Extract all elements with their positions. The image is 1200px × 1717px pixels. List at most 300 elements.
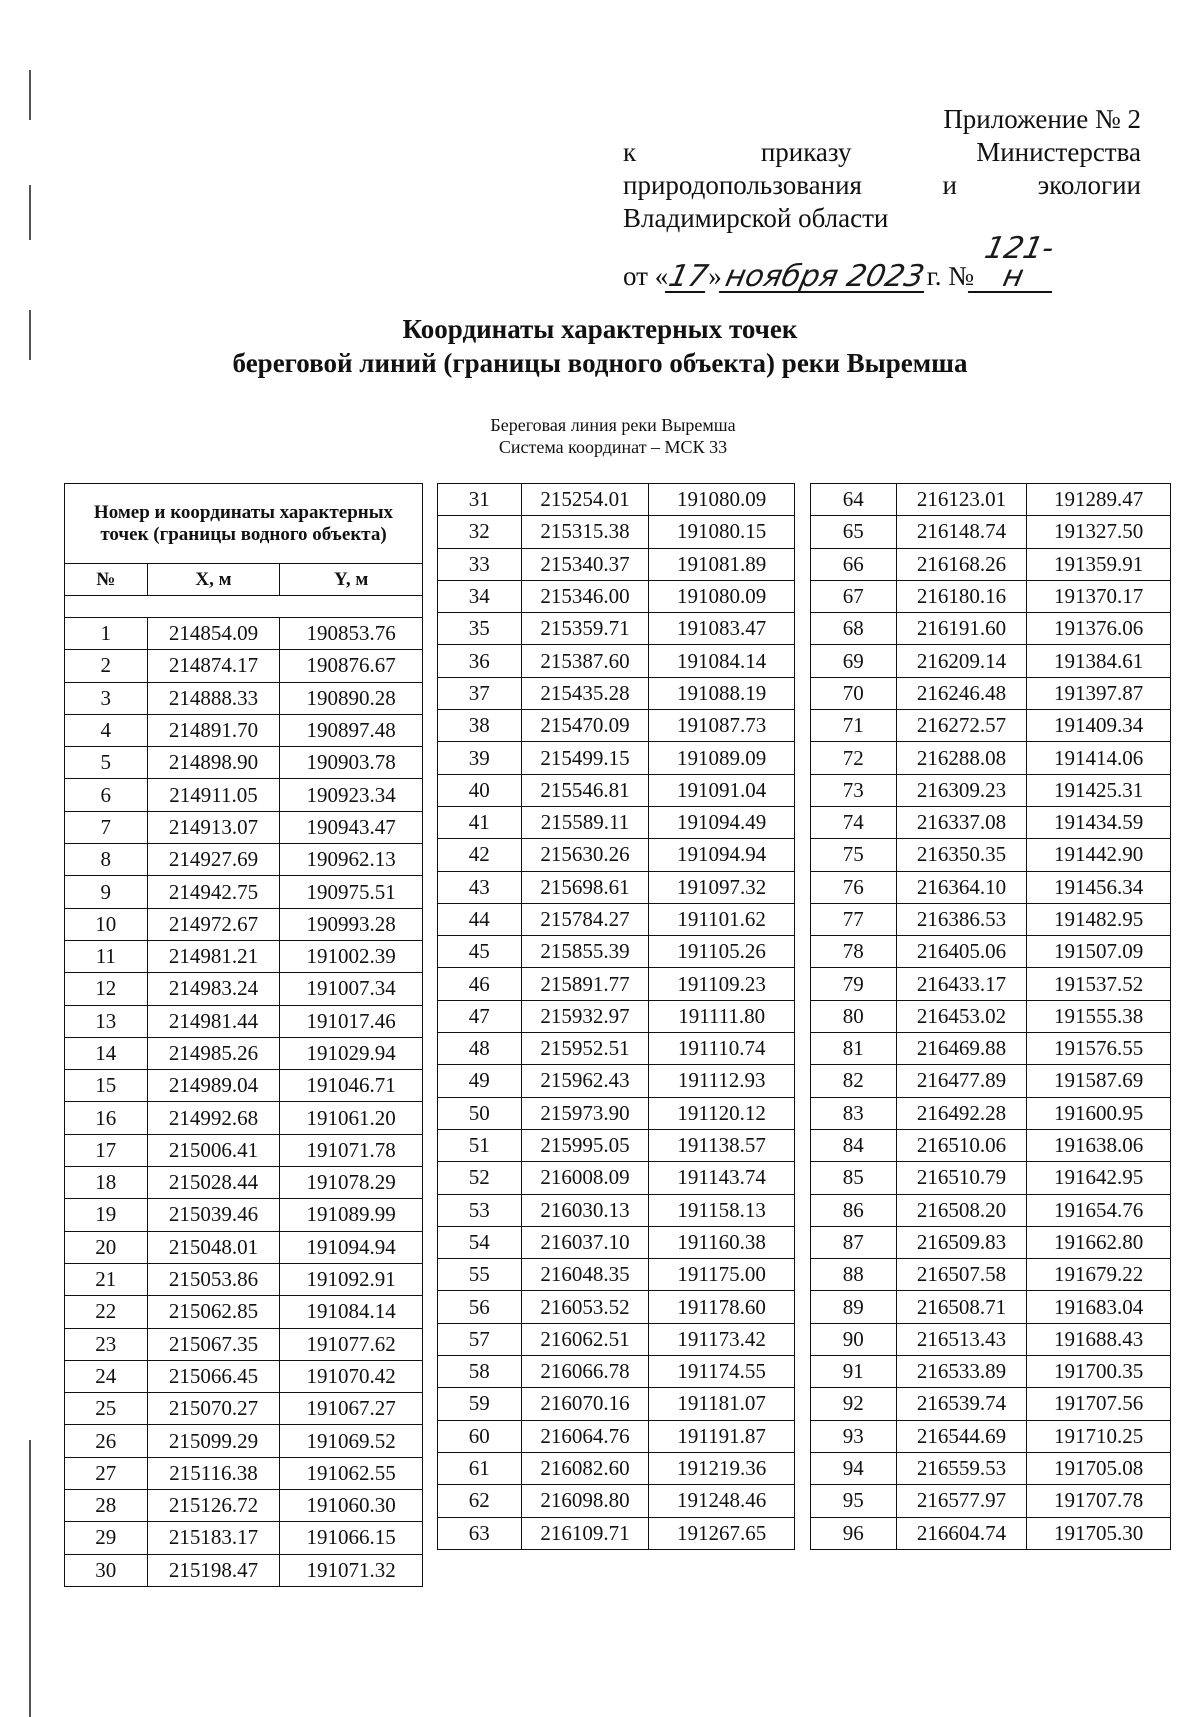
x-coordinate-cell: 216477.89 [896, 1065, 1027, 1097]
point-number-cell: 85 [811, 1162, 897, 1194]
y-coordinate-cell: 191111.80 [649, 1000, 795, 1032]
y-coordinate-cell: 191434.59 [1027, 806, 1171, 838]
y-coordinate-cell: 191537.52 [1027, 968, 1171, 1000]
point-number-cell: 50 [438, 1097, 522, 1129]
point-number-cell: 78 [811, 936, 897, 968]
y-coordinate-cell: 191097.32 [649, 871, 795, 903]
y-coordinate-cell: 191683.04 [1027, 1291, 1171, 1323]
x-coordinate-cell: 216309.23 [896, 774, 1027, 806]
x-coordinate-cell: 216433.17 [896, 968, 1027, 1000]
coordinates-table-1 [64, 483, 423, 1587]
caption-line-1: Береговая линия реки Выремша [490, 415, 736, 435]
point-number-cell: 45 [438, 936, 522, 968]
table-row [438, 806, 795, 838]
x-coordinate-cell: 215066.45 [147, 1360, 280, 1392]
table-row [811, 871, 1171, 903]
x-coordinate-cell: 214942.75 [147, 876, 280, 908]
y-coordinate-cell: 190903.78 [280, 747, 423, 779]
x-coordinate-cell: 215116.38 [147, 1457, 280, 1489]
table-row [811, 484, 1171, 516]
y-coordinate-cell: 191507.09 [1027, 936, 1171, 968]
y-coordinate-cell: 191173.42 [649, 1323, 795, 1355]
point-number-cell: 35 [438, 613, 522, 645]
y-coordinate-cell: 191089.99 [280, 1199, 423, 1231]
point-number-cell: 80 [811, 1000, 897, 1032]
y-coordinate-cell: 191160.38 [649, 1226, 795, 1258]
point-number-cell: 28 [65, 1490, 148, 1522]
table-row [65, 747, 423, 779]
table-row [811, 1033, 1171, 1065]
y-coordinate-cell: 191267.65 [649, 1517, 795, 1549]
x-coordinate-cell: 215499.15 [521, 742, 649, 774]
point-number-cell: 89 [811, 1291, 897, 1323]
x-coordinate-cell: 215126.72 [147, 1490, 280, 1522]
table-row [811, 1291, 1171, 1323]
y-coordinate-cell: 190975.51 [280, 876, 423, 908]
y-coordinate-cell: 191327.50 [1027, 516, 1171, 548]
table-row [811, 516, 1171, 548]
table-row [438, 839, 795, 871]
point-number-cell: 3 [65, 682, 148, 714]
x-coordinate-cell: 214981.21 [147, 940, 280, 972]
y-coordinate-cell: 191456.34 [1027, 871, 1171, 903]
appendix-word: к [623, 137, 637, 167]
table-row [65, 779, 423, 811]
y-coordinate-cell: 191638.06 [1027, 1129, 1171, 1161]
point-number-cell: 66 [811, 548, 897, 580]
title-line-2: береговой линий (границы водного объекта) реки Выремша [232, 348, 968, 378]
y-coordinate-cell: 191094.49 [649, 806, 795, 838]
table-row [811, 1259, 1171, 1291]
x-coordinate-cell: 214874.17 [147, 650, 280, 682]
table-row [438, 968, 795, 1000]
x-coordinate-cell: 216544.69 [896, 1420, 1027, 1452]
x-coordinate-cell: 214972.67 [147, 908, 280, 940]
x-coordinate-cell: 214985.26 [147, 1037, 280, 1069]
x-coordinate-cell: 214911.05 [147, 779, 280, 811]
table-row [65, 1490, 423, 1522]
point-number-cell: 79 [811, 968, 897, 1000]
point-number-cell: 17 [65, 1134, 148, 1166]
y-coordinate-cell: 190876.67 [280, 650, 423, 682]
y-coordinate-cell: 191705.30 [1027, 1517, 1171, 1549]
date-quote: » [708, 261, 722, 291]
point-number-cell: 31 [438, 484, 522, 516]
table-row [438, 1000, 795, 1032]
appendix-line-3 [623, 169, 1141, 202]
x-coordinate-cell: 214983.24 [147, 973, 280, 1005]
table-row [438, 484, 795, 516]
point-number-cell: 24 [65, 1360, 148, 1392]
y-coordinate-cell: 190890.28 [280, 682, 423, 714]
y-coordinate-cell: 191091.04 [649, 774, 795, 806]
point-number-cell: 52 [438, 1162, 522, 1194]
x-coordinate-cell: 215435.28 [521, 677, 649, 709]
point-number-cell: 30 [65, 1554, 148, 1586]
point-number-cell: 57 [438, 1323, 522, 1355]
point-number-cell: 16 [65, 1102, 148, 1134]
y-coordinate-cell: 191600.95 [1027, 1097, 1171, 1129]
table-row [438, 1194, 795, 1226]
table-row [65, 1263, 423, 1295]
point-number-cell: 55 [438, 1259, 522, 1291]
table-row [811, 1388, 1171, 1420]
point-number-cell: 51 [438, 1129, 522, 1161]
y-coordinate-cell: 191442.90 [1027, 839, 1171, 871]
y-coordinate-cell: 190853.76 [280, 618, 423, 650]
x-coordinate-cell: 215698.61 [521, 871, 649, 903]
x-coordinate-cell: 214854.09 [147, 618, 280, 650]
x-coordinate-cell: 216604.74 [896, 1517, 1027, 1549]
scan-edge-mark [29, 185, 31, 240]
y-coordinate-cell: 191289.47 [1027, 484, 1171, 516]
x-coordinate-cell: 216533.89 [896, 1356, 1027, 1388]
table-row [438, 516, 795, 548]
table-row [438, 1162, 795, 1194]
y-coordinate-cell: 191688.43 [1027, 1323, 1171, 1355]
table-row [438, 580, 795, 612]
col-header-number: № [65, 564, 148, 596]
table-row [438, 1033, 795, 1065]
point-number-cell: 2 [65, 650, 148, 682]
appendix-word: природопользования [623, 170, 862, 200]
appendix-word: экологии [1037, 170, 1141, 200]
x-coordinate-cell: 215387.60 [521, 645, 649, 677]
table-row [65, 940, 423, 972]
y-coordinate-cell: 191409.34 [1027, 710, 1171, 742]
scan-edge-mark [29, 1440, 31, 1717]
x-coordinate-cell: 216272.57 [896, 710, 1027, 742]
point-number-cell: 81 [811, 1033, 897, 1065]
y-coordinate-cell: 191062.55 [280, 1457, 423, 1489]
y-coordinate-cell: 191069.52 [280, 1425, 423, 1457]
table-row [65, 811, 423, 843]
x-coordinate-cell: 215340.37 [521, 548, 649, 580]
table-row [65, 1393, 423, 1425]
y-coordinate-cell: 191007.34 [280, 973, 423, 1005]
x-coordinate-cell: 215070.27 [147, 1393, 280, 1425]
point-number-cell: 1 [65, 618, 148, 650]
table-row [65, 1554, 423, 1586]
y-coordinate-cell: 190897.48 [280, 714, 423, 746]
y-coordinate-cell: 191397.87 [1027, 677, 1171, 709]
point-number-cell: 93 [811, 1420, 897, 1452]
x-coordinate-cell: 216209.14 [896, 645, 1027, 677]
x-coordinate-cell: 216037.10 [521, 1226, 649, 1258]
point-number-cell: 68 [811, 613, 897, 645]
y-coordinate-cell: 191112.93 [649, 1065, 795, 1097]
point-number-cell: 38 [438, 710, 522, 742]
y-coordinate-cell: 190943.47 [280, 811, 423, 843]
x-coordinate-cell: 216064.76 [521, 1420, 649, 1452]
y-coordinate-cell: 191143.74 [649, 1162, 795, 1194]
y-coordinate-cell: 191046.71 [280, 1070, 423, 1102]
point-number-cell: 82 [811, 1065, 897, 1097]
y-coordinate-cell: 190923.34 [280, 779, 423, 811]
table-row [438, 742, 795, 774]
y-coordinate-cell: 191175.00 [649, 1259, 795, 1291]
point-number-cell: 69 [811, 645, 897, 677]
appendix-block [623, 103, 1141, 293]
x-coordinate-cell: 216350.35 [896, 839, 1027, 871]
table-row [65, 1167, 423, 1199]
x-coordinate-cell: 216405.06 [896, 936, 1027, 968]
y-coordinate-cell: 191029.94 [280, 1037, 423, 1069]
point-number-cell: 74 [811, 806, 897, 838]
table-row [811, 1517, 1171, 1549]
table-row [65, 714, 423, 746]
table-row [65, 1522, 423, 1554]
table-row [65, 1199, 423, 1231]
point-number-cell: 94 [811, 1452, 897, 1484]
point-number-cell: 47 [438, 1000, 522, 1032]
x-coordinate-cell: 215952.51 [521, 1033, 649, 1065]
table-row [438, 710, 795, 742]
table-row [65, 1005, 423, 1037]
x-coordinate-cell: 216246.48 [896, 677, 1027, 709]
document-title [0, 312, 1200, 380]
point-number-cell: 54 [438, 1226, 522, 1258]
y-coordinate-cell: 191002.39 [280, 940, 423, 972]
y-coordinate-cell: 191088.19 [649, 677, 795, 709]
point-number-cell: 46 [438, 968, 522, 1000]
point-number-cell: 49 [438, 1065, 522, 1097]
x-coordinate-cell: 215067.35 [147, 1328, 280, 1360]
table-row [438, 1452, 795, 1484]
table-row [438, 1356, 795, 1388]
y-coordinate-cell: 191707.78 [1027, 1485, 1171, 1517]
point-number-cell: 63 [438, 1517, 522, 1549]
x-coordinate-cell: 216559.53 [896, 1452, 1027, 1484]
point-number-cell: 91 [811, 1356, 897, 1388]
table-row [65, 844, 423, 876]
col-header-x: X, м [147, 564, 280, 596]
x-coordinate-cell: 215039.46 [147, 1199, 280, 1231]
table-row [811, 742, 1171, 774]
y-coordinate-cell: 191070.42 [280, 1360, 423, 1392]
y-coordinate-cell: 191138.57 [649, 1129, 795, 1161]
x-coordinate-cell: 216098.80 [521, 1485, 649, 1517]
table-row [811, 1129, 1171, 1161]
x-coordinate-cell: 215784.27 [521, 903, 649, 935]
y-coordinate-cell: 191384.61 [1027, 645, 1171, 677]
y-coordinate-cell: 191094.94 [649, 839, 795, 871]
table-row [811, 645, 1171, 677]
y-coordinate-cell: 191110.74 [649, 1033, 795, 1065]
point-number-cell: 70 [811, 677, 897, 709]
table-row [438, 1388, 795, 1420]
x-coordinate-cell: 216288.08 [896, 742, 1027, 774]
x-coordinate-cell: 215053.86 [147, 1263, 280, 1295]
x-coordinate-cell: 215346.00 [521, 580, 649, 612]
point-number-cell: 76 [811, 871, 897, 903]
y-coordinate-cell: 191654.76 [1027, 1194, 1171, 1226]
point-number-cell: 77 [811, 903, 897, 935]
x-coordinate-cell: 215470.09 [521, 710, 649, 742]
point-number-cell: 56 [438, 1291, 522, 1323]
x-coordinate-cell: 215048.01 [147, 1231, 280, 1263]
point-number-cell: 83 [811, 1097, 897, 1129]
table-row [65, 1360, 423, 1392]
x-coordinate-cell: 216364.10 [896, 871, 1027, 903]
x-coordinate-cell: 214981.44 [147, 1005, 280, 1037]
x-coordinate-cell: 214927.69 [147, 844, 280, 876]
table-row [811, 613, 1171, 645]
table-row [811, 774, 1171, 806]
x-coordinate-cell: 216082.60 [521, 1452, 649, 1484]
x-coordinate-cell: 216191.60 [896, 613, 1027, 645]
y-coordinate-cell: 191576.55 [1027, 1033, 1171, 1065]
point-number-cell: 19 [65, 1199, 148, 1231]
point-number-cell: 20 [65, 1231, 148, 1263]
table-row [811, 968, 1171, 1000]
point-number-cell: 8 [65, 844, 148, 876]
table-row [438, 1323, 795, 1355]
y-coordinate-cell: 191066.15 [280, 1522, 423, 1554]
coordinate-system-caption [0, 414, 1200, 458]
table-row [65, 1457, 423, 1489]
point-number-cell: 62 [438, 1485, 522, 1517]
y-coordinate-cell: 191700.35 [1027, 1356, 1171, 1388]
x-coordinate-cell: 216508.71 [896, 1291, 1027, 1323]
y-coordinate-cell: 191482.95 [1027, 903, 1171, 935]
table-row [811, 1097, 1171, 1129]
table-row [438, 1226, 795, 1258]
x-coordinate-cell: 214913.07 [147, 811, 280, 843]
x-coordinate-cell: 215932.97 [521, 1000, 649, 1032]
coordinates-table-2 [437, 483, 795, 1550]
x-coordinate-cell: 215995.05 [521, 1129, 649, 1161]
point-number-cell: 42 [438, 839, 522, 871]
y-coordinate-cell: 191642.95 [1027, 1162, 1171, 1194]
x-coordinate-cell: 216123.01 [896, 484, 1027, 516]
y-coordinate-cell: 191067.27 [280, 1393, 423, 1425]
y-coordinate-cell: 191710.25 [1027, 1420, 1171, 1452]
table-row [811, 1323, 1171, 1355]
table-row [438, 1259, 795, 1291]
y-coordinate-cell: 191080.09 [649, 580, 795, 612]
y-coordinate-cell: 191101.62 [649, 903, 795, 935]
point-number-cell: 43 [438, 871, 522, 903]
point-number-cell: 61 [438, 1452, 522, 1484]
y-coordinate-cell: 190993.28 [280, 908, 423, 940]
x-coordinate-cell: 214898.90 [147, 747, 280, 779]
table-row [65, 1296, 423, 1328]
y-coordinate-cell: 190962.13 [280, 844, 423, 876]
table-row [65, 973, 423, 1005]
y-coordinate-cell: 191092.91 [280, 1263, 423, 1295]
x-coordinate-cell: 215183.17 [147, 1522, 280, 1554]
y-coordinate-cell: 191084.14 [649, 645, 795, 677]
table-row [811, 1420, 1171, 1452]
point-number-cell: 48 [438, 1033, 522, 1065]
x-coordinate-cell: 216386.53 [896, 903, 1027, 935]
table-row [811, 936, 1171, 968]
table-row [438, 677, 795, 709]
point-number-cell: 12 [65, 973, 148, 1005]
y-coordinate-cell: 191081.89 [649, 548, 795, 580]
y-coordinate-cell: 191679.22 [1027, 1259, 1171, 1291]
x-coordinate-cell: 216492.28 [896, 1097, 1027, 1129]
x-coordinate-cell: 216510.79 [896, 1162, 1027, 1194]
handwritten-order-number: 121-н [968, 235, 1064, 293]
table-row [811, 1000, 1171, 1032]
y-coordinate-cell: 191077.62 [280, 1328, 423, 1360]
y-coordinate-cell: 191181.07 [649, 1388, 795, 1420]
y-coordinate-cell: 191219.36 [649, 1452, 795, 1484]
point-number-cell: 32 [438, 516, 522, 548]
table-row [438, 1129, 795, 1161]
appendix-number: Приложение № 2 [943, 104, 1141, 134]
x-coordinate-cell: 215006.41 [147, 1134, 280, 1166]
x-coordinate-cell: 216109.71 [521, 1517, 649, 1549]
x-coordinate-cell: 215062.85 [147, 1296, 280, 1328]
x-coordinate-cell: 215028.44 [147, 1167, 280, 1199]
x-coordinate-cell: 216453.02 [896, 1000, 1027, 1032]
x-coordinate-cell: 215973.90 [521, 1097, 649, 1129]
table-row [811, 1452, 1171, 1484]
point-number-cell: 84 [811, 1129, 897, 1161]
x-coordinate-cell: 215855.39 [521, 936, 649, 968]
x-coordinate-cell: 216180.16 [896, 580, 1027, 612]
x-coordinate-cell: 214888.33 [147, 682, 280, 714]
y-coordinate-cell: 191071.32 [280, 1554, 423, 1586]
point-number-cell: 40 [438, 774, 522, 806]
y-coordinate-cell: 191359.91 [1027, 548, 1171, 580]
point-number-cell: 6 [65, 779, 148, 811]
header-spacer [65, 596, 423, 618]
table-row [438, 613, 795, 645]
point-number-cell: 18 [65, 1167, 148, 1199]
point-number-cell: 53 [438, 1194, 522, 1226]
table-row [811, 1065, 1171, 1097]
table-row [65, 650, 423, 682]
table-row [65, 1134, 423, 1166]
x-coordinate-cell: 215589.11 [521, 806, 649, 838]
y-coordinate-cell: 191587.69 [1027, 1065, 1171, 1097]
point-number-cell: 13 [65, 1005, 148, 1037]
x-coordinate-cell: 216008.09 [521, 1162, 649, 1194]
table-row [65, 876, 423, 908]
point-number-cell: 44 [438, 903, 522, 935]
x-coordinate-cell: 216070.16 [521, 1388, 649, 1420]
y-coordinate-cell: 191017.46 [280, 1005, 423, 1037]
point-number-cell: 58 [438, 1356, 522, 1388]
point-number-cell: 39 [438, 742, 522, 774]
table-row [438, 774, 795, 806]
x-coordinate-cell: 216469.88 [896, 1033, 1027, 1065]
point-number-cell: 86 [811, 1194, 897, 1226]
y-coordinate-cell: 191080.15 [649, 516, 795, 548]
point-number-cell: 72 [811, 742, 897, 774]
table-row [438, 1065, 795, 1097]
appendix-word: приказу [760, 137, 852, 167]
x-coordinate-cell: 216510.06 [896, 1129, 1027, 1161]
appendix-word: Министерства [976, 137, 1141, 167]
table-row [65, 618, 423, 650]
table-row [65, 1328, 423, 1360]
point-number-cell: 75 [811, 839, 897, 871]
point-number-cell: 87 [811, 1226, 897, 1258]
x-coordinate-cell: 216539.74 [896, 1388, 1027, 1420]
point-number-cell: 26 [65, 1425, 148, 1457]
y-coordinate-cell: 191178.60 [649, 1291, 795, 1323]
table-row [438, 548, 795, 580]
table-row [438, 936, 795, 968]
y-coordinate-cell: 191707.56 [1027, 1388, 1171, 1420]
table-row [438, 1517, 795, 1549]
x-coordinate-cell: 215315.38 [521, 516, 649, 548]
